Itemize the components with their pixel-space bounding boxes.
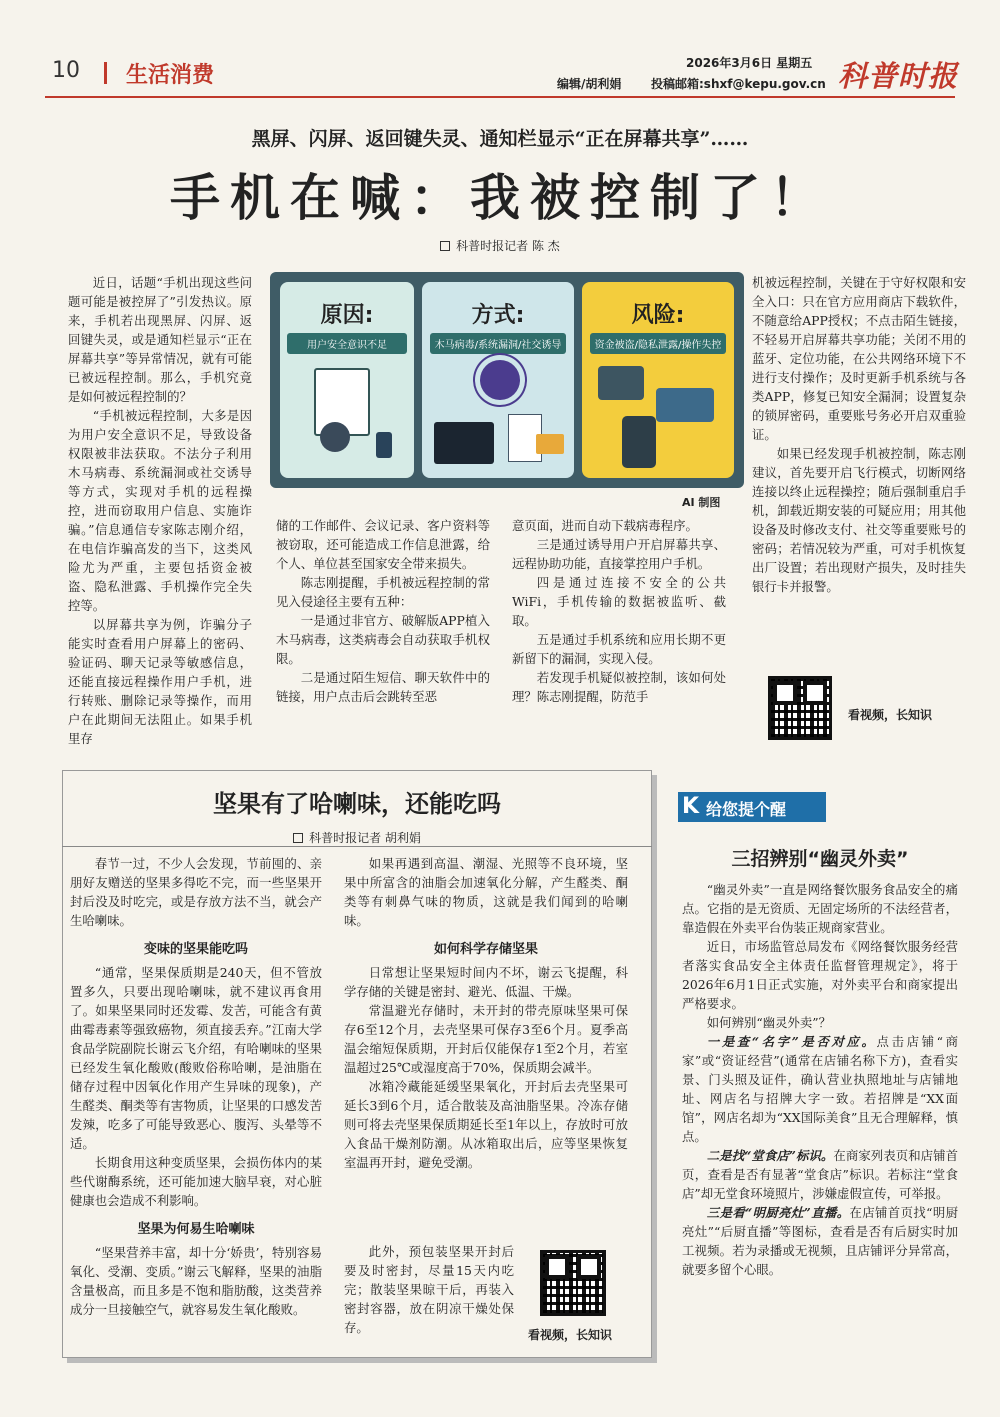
wallet-icon (598, 366, 644, 400)
paragraph-text: 点击店铺“商家”或“资证经营”(通常在店铺名称下方)，查看实景、门头照及证件，确认营业执照地址与店铺地址、网店名与招牌大字一致。若招牌是“XX面馆”，网店名却为“XX国际美食”且无合理解释，慎点。 (682, 1034, 958, 1144)
article-column-3 (512, 516, 726, 706)
paragraph: 意页面，进而自动下载病毒程序。 (512, 518, 698, 533)
nuts-byline-rule (62, 846, 652, 847)
subheading: 如何科学存储坚果 (433, 942, 538, 957)
header-divider-icon (104, 62, 107, 84)
panel-cause (280, 282, 414, 478)
point-label: 一是查“名字”是否对应。 (706, 1034, 877, 1049)
nuts-column-right (344, 854, 628, 1172)
issue-date: 2026年3月6日 星期五 (686, 56, 813, 70)
paragraph: 长期食用这种变质坚果，会损伤体内的某些代谢酶系统，还可能加速大脑早衰，对心脏健康也会造成不利影响。 (70, 1155, 322, 1208)
nuts-headline: 坚果有了哈喇味，还能吃吗 (213, 790, 501, 818)
paragraph (682, 1013, 958, 1032)
infographic (270, 272, 744, 488)
point-label: 三是看“明厨亮灶”直播。 (706, 1205, 850, 1220)
paragraph: 如果再遇到高温、潮湿、光照等不良环境，坚果中所富含的油脂会加速氧化分解，产生醛类、酮类等有刺鼻气味的物质，这就是我们闻到的哈喇味。 (344, 856, 628, 928)
byline-box-icon (440, 241, 450, 251)
qr-code-icon[interactable] (768, 676, 832, 740)
qr-caption: 看视频，长知识 (848, 708, 933, 722)
section-name: 生活消费 (126, 63, 215, 88)
panel-risk-title: 风险: (631, 303, 685, 328)
article-headline: 手机在喊：我被控制了！ (170, 169, 830, 227)
terminal-icon (434, 422, 494, 464)
phone-icon (376, 432, 392, 458)
paragraph (682, 1146, 958, 1203)
paragraph (682, 1203, 958, 1279)
panel-cause-sub: 用户安全意识不足 (287, 333, 408, 354)
paragraph: “通常，坚果保质期是240天，但不管放置多久，只要出现哈喇味，就不建议再食用了。如果坚果同时还发霉、发苦，可能含有黄曲霉毒素等强致癌物，须直接丢弃。”江南大学食品学院副院长谢云飞介绍，有哈喇味的坚果已经发生氧化酸败(酸败俗称哈喇，是油脂在储存过程中因氧化作用产生异味的现象)，产生醛类、酮类等有害物质，让坚果的口感发苦发辣，吃多了可能导致恶心、腹泻、头晕等不适。 (70, 965, 322, 1151)
person-icon (320, 422, 350, 452)
paragraph-text: 近日，市场监管总局发布《网络餐饮服务经营者落实食品安全主体责任监督管理规定》，将于2026年6月1日正式实施，对外卖平台和商家提出严格要求。 (682, 939, 958, 1011)
paragraph: 春节一过，不少人会发现，节前囤的、亲朋好友赠送的坚果多得吃不完，而一些坚果开封后没及时吃完，或是存放方法不当，就会产生哈喇味。 (70, 856, 322, 928)
tag-letter-icon: K (682, 794, 700, 819)
page-number: 10 (52, 58, 80, 83)
paragraph-text: 在店铺首页找“明厨亮灶”“后厨直播”等图标，查看是否有后厨实时加工视频。若为录播或无视频，且店铺评分异常高，就要多留个心眼。 (682, 1205, 958, 1277)
paragraph: 近日，话题“手机出现这些问题可能是被控屏了”引发热议。原来，手机若出现黑屏、闪屏、返回键失灵，或是通知栏显示“正在屏幕共享”等异常情况，就有可能已被远程控制。那么，手机究竟是如何被远程控制的？ (68, 275, 252, 404)
byline-text: 科普时报记者 陈 杰 (456, 239, 560, 253)
panel-method-title: 方式: (471, 303, 525, 328)
sidebar-body (682, 880, 958, 1279)
header-rule (45, 96, 955, 98)
paragraph-text: 在商家列表页和店铺首页，查看是否有显著“堂食店”标识。若标注“堂食店”却无堂食环境照片，涉嫌虚假宣传，可举报。 (682, 1148, 958, 1201)
paragraph: 二是通过陌生短信、聊天软件中的链接，用户点击后会跳转至恶 (276, 670, 490, 704)
paragraph: “手机被远程控制，大多是因为用户安全意识不足，导致设备权限被非法获取。不法分子利用木马病毒、系统漏洞或社交诱导等方式，实现对手机的远程操控，进而窃取用户信息、实施诈骗。”信息通信专家陈志刚介绍，在电信诈骗高发的当下，这类风险尤为严重，主要包括资金被盗、隐私泄露、手机操作完全失控等。 (68, 408, 252, 613)
paragraph-text: “幽灵外卖”一直是网络餐饮服务食品安全的痛点。它指的是无资质、无固定场所的不法经营者，靠造假在外卖平台伪装正规商家营业。 (682, 882, 958, 935)
qr-caption: 看视频，长知识 (528, 1328, 613, 1342)
masthead-logo: 科普时报 (838, 59, 959, 93)
panel-method (422, 282, 574, 478)
paragraph: 若发现手机疑似被控制，该如何处理？陈志刚提醒，防范手 (512, 670, 726, 704)
paragraph: 冰箱冷藏能延缓坚果氧化，开封后去壳坚果可延长3到6个月，适合散装及高油脂坚果。冷冻存储则可将去壳坚果保质期延长至1年以上，存放时可放入食品干燥剂防潮。从冰箱取出后，应等坚果恢复室温再开封，避免受潮。 (344, 1079, 628, 1170)
panel-risk (582, 282, 734, 478)
editor-name: 编辑/胡利娟 (557, 77, 622, 91)
paragraph: 陈志刚提醒，手机被远程控制的常见入侵途径主要有五种： (276, 575, 490, 609)
nuts-byline (62, 829, 652, 846)
paragraph: 机被远程控制，关键在于守好权限和安全入口：只在官方应用商店下载软件，不随意给APP授权；不点击陌生链接，不轻易开启屏幕共享功能；关闭不用的蓝牙、定位功能，在公共网络环境下不进行支付操作；及时更新手机系统与各类APP，修复已知安全漏洞；设置复杂的锁屏密码，重要账号务必开启双重验证。 (752, 275, 966, 442)
paragraph: 日常想让坚果短时间内不坏，谢云飞提醒，科学存储的关键是密封、避光、低温、干燥。 (344, 965, 628, 999)
paragraph (682, 1032, 958, 1146)
paragraph: 一是通过非官方、破解版APP植入木马病毒，这类病毒会自动获取手机权限。 (276, 613, 490, 666)
article-kicker: 黑屏、闪屏、返回键失灵、通知栏显示“正在屏幕共享”…… (251, 128, 749, 150)
sidebar-tag (678, 792, 826, 822)
byline-box-icon (293, 833, 303, 843)
subheading: 变味的坚果能吃吗 (143, 942, 248, 957)
paragraph: 三是通过诱导用户开启屏幕共享、远程协助功能，直接掌控用户手机。 (512, 537, 726, 571)
byline-text: 科普时报记者 胡利娟 (309, 831, 421, 845)
point-label: 二是找“堂食店”标识。 (706, 1148, 834, 1163)
paragraph: 此外，预包装坚果开封后要及时密封，尽量15天内吃完；散装坚果晾干后，再装入密封容器，放在阴凉干燥处保存。 (344, 1244, 514, 1335)
paragraph: 以屏幕共享为例，诈骗分子能实时查看用户屏幕上的密码、验证码、聊天记录等敏感信息，还能直接远程操作用户手机，进行转账、删除记录等操作，而用户在此期间无法阻止。如果手机里存 (68, 617, 252, 746)
panel-risk-sub: 资金被盗/隐私泄露/操作失控 (590, 333, 727, 354)
sidebar-title: 三招辨别“幽灵外卖” (731, 848, 909, 870)
subheading: 坚果为何易生哈喇味 (137, 1222, 255, 1237)
qr-code-icon[interactable] (540, 1250, 606, 1316)
article-byline (0, 237, 1000, 254)
infographic-credit: AI 制图 (682, 496, 721, 509)
card-icon (656, 388, 714, 422)
article-column-4 (752, 273, 966, 596)
panel-method-sub: 木马病毒/系统漏洞/社交诱导 (430, 333, 567, 354)
panel-cause-title: 原因: (320, 303, 374, 328)
paragraph (682, 937, 958, 1013)
paragraph: 五是通过手机系统和应用长期不更新留下的漏洞，实现入侵。 (512, 632, 726, 666)
virus-icon (480, 360, 520, 400)
phone-hand-icon (622, 416, 656, 468)
paragraph: 如果已经发现手机被控制，陈志刚建议，首先要开启飞行模式，切断网络连接以终止远程操控；随后强制重启手机，卸载近期安装的可疑应用；用其他设备及时修改支付、社交等重要账号的密码；若情况较为严重，可对手机恢复出厂设置；若出现财产损失，及时挂失银行卡并报警。 (752, 446, 966, 594)
paragraph: “坚果营养丰富，却十分‘娇贵’，特别容易氧化、受潮、变质。”谢云飞解释，坚果的油脂含量极高，而且多是不饱和脂肪酸，这类营养成分一旦接触空气，就容易发生氧化酸败。 (70, 1245, 322, 1317)
sidebar-tag-label: 给您提个醒 (706, 800, 787, 819)
article-column-2 (276, 516, 490, 706)
paragraph: 储的工作邮件、会议记录、客户资料等被窃取，还可能造成工作信息泄露，给个人、单位甚至国家安全带来损失。 (276, 518, 490, 571)
paragraph (682, 880, 958, 937)
submission-email: 投稿邮箱:shxf@kepu.gov.cn (651, 77, 826, 91)
nuts-column-left (70, 854, 322, 1319)
paragraph: 四是通过连接不安全的公共WiFi，手机传输的数据被监听、截取。 (512, 575, 726, 628)
paragraph: 常温避光存储时，未开封的带壳原味坚果可保存6至12个月，去壳坚果可保存3至6个月。夏季高温会缩短保质期，开封后仅能保存1至2个月，若室温超过25℃或湿度高于70%，保质期会减半。 (344, 1003, 628, 1075)
article-column-1 (68, 273, 252, 748)
card-icon (536, 434, 564, 454)
paragraph-text: 如何辨别“幽灵外卖”？ (706, 1015, 831, 1030)
nuts-tail (344, 1242, 514, 1337)
